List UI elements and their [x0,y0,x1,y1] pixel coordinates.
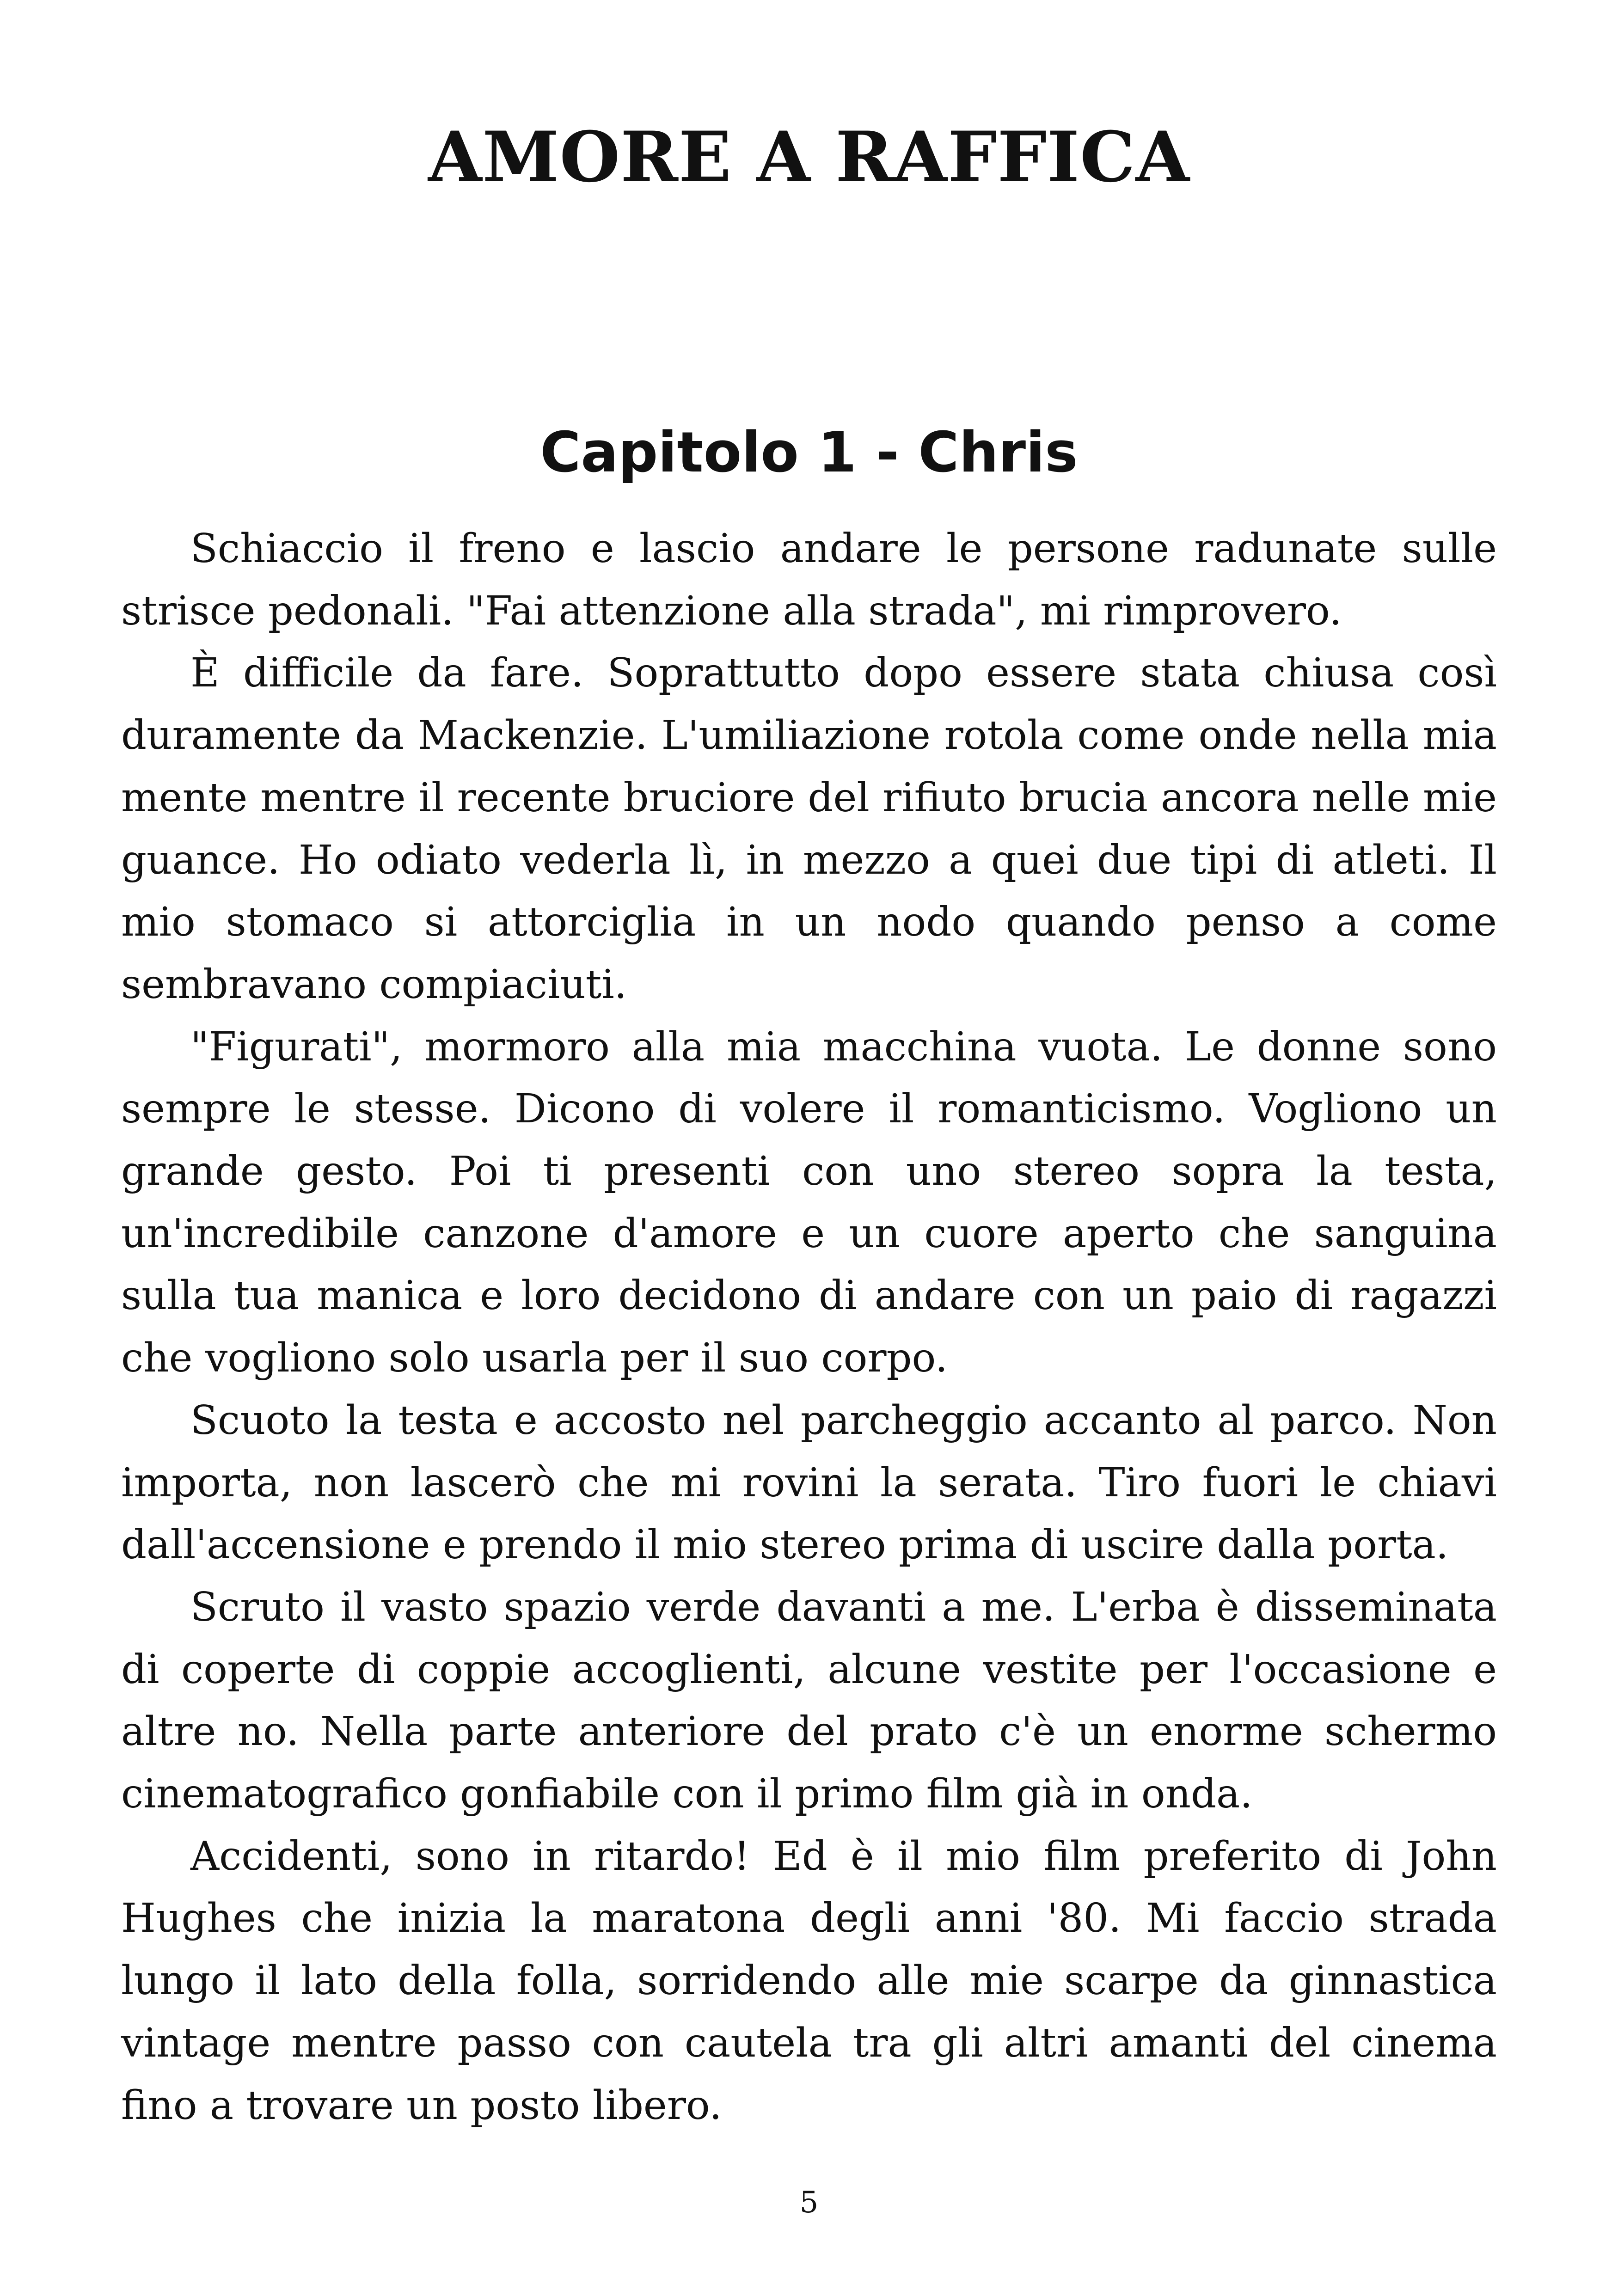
paragraph: Scuoto la testa e accosto nel parcheggio accanto al parco. Non importa, non lascerò che mi rovini la serata. Tiro fuori le chiavi dall'accensione e prendo il mio stereo prima di uscire dalla porta. [121,1397,1497,1568]
chapter-body [121,518,1497,2137]
paragraph: Accidenti, sono in ritardo! Ed è il mio film preferito di John Hughes che inizia la maratona degli anni '80. Mi faccio strada lungo il lato della folla, sorridendo alle mie scarpe da ginnastica vintage mentre passo con cautela tra gli altri amanti del cinema fino a trovare un posto libero. [121,1833,1497,2129]
paragraph: "Figurati", mormoro alla mia macchina vuota. Le donne sono sempre le stesse. Dicono di volere il romanticismo. Vogliono un grande gesto. Poi ti presenti con uno stereo sopra la testa, un'incredibile canzone d'amore e un cuore aperto che sanguina sulla tua manica e loro decidono di andare con un paio di ragazzi che vogliono solo usarla per il suo corpo. [121,1023,1497,1382]
paragraph: Schiaccio il freno e lascio andare le persone radunate sulle strisce pedonali. "Fai attenzione alla strada", mi rimprovero. [121,526,1497,634]
page-number: 5 [799,2186,819,2220]
chapter-title: Capitolo 1 - Chris [540,421,1078,485]
paragraph: Scruto il vasto spazio verde davanti a me. L'erba è disseminata di coperte di coppie accoglienti, alcune vestite per l'occasione e altre no. Nella parte anteriore del prato c'è un enorme schermo cinematografico gonfiabile con il primo film già in onda. [121,1584,1497,1818]
paragraph: È difficile da fare. Soprattutto dopo essere stata chiusa così duramente da Mackenzie. L'umiliazione rotola come onde nella mia mente mentre il recente bruciore del rifiuto brucia ancora nelle mie guance. Ho odiato vederla lì, in mezzo a quei due tipi di atleti. Il mio stomaco si attorciglia in un nodo quando penso a come sembravano compiaciuti. [121,650,1497,1008]
book-title: AMORE A RAFFICA [428,116,1190,198]
